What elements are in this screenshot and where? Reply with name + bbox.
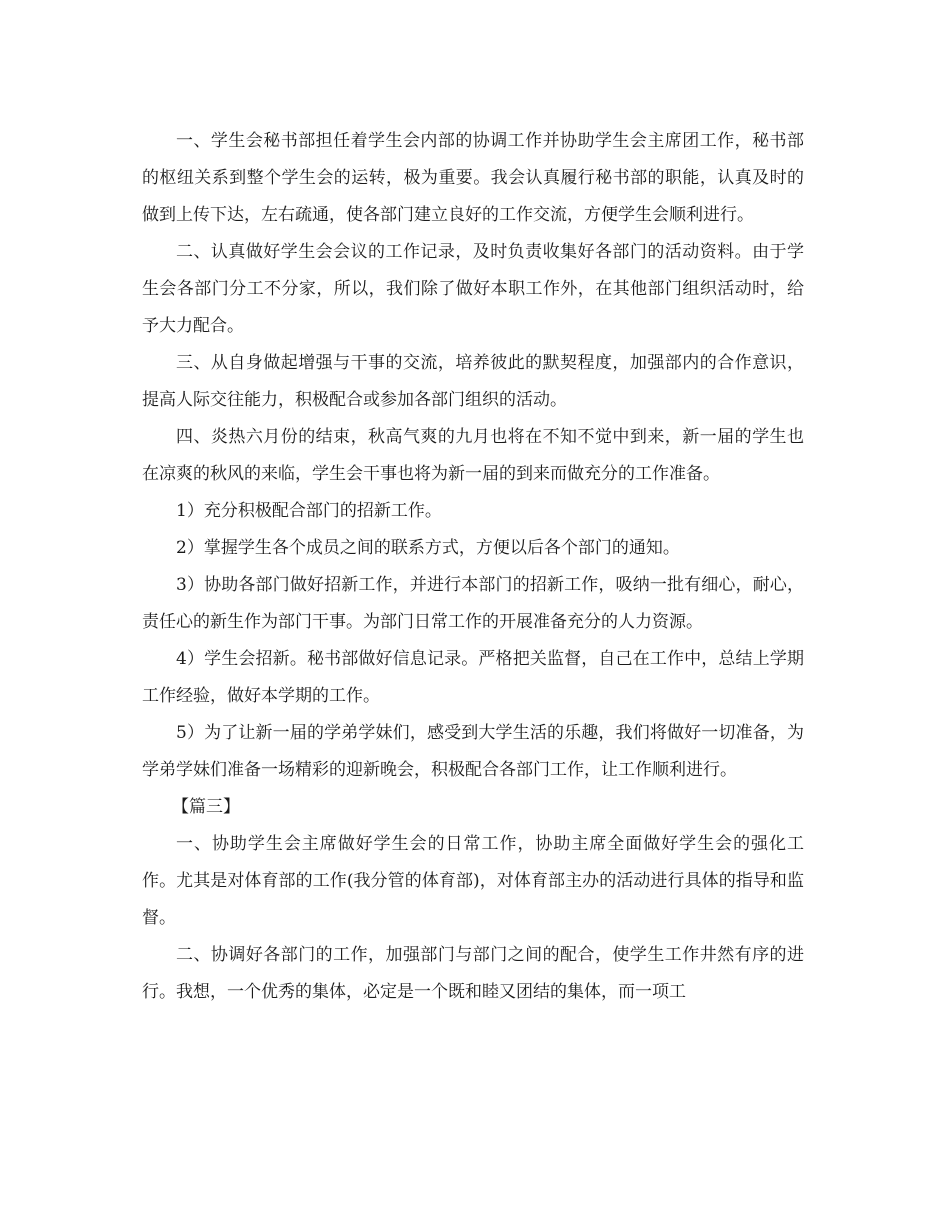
- list-item-3: 3）协助各部门做好招新工作，并进行本部门的招新工作，吸纳一批有细心，耐心，责任心的新生作为部门干事。为部门日常工作的开展准备充分的人力资源。: [142, 575, 804, 632]
- list-item-2: 2）掌握学生各个成员之间的联系方式，方便以后各个部门的通知。: [176, 538, 680, 558]
- section-paragraph-2: 二、协调好各部门的工作，加强部门与部门之间的配合，使学生工作井然有序的进行。我想，一个优秀的集体，必定是一个既和睦又团结的集体，而一项工: [142, 945, 804, 1002]
- paragraph-4: 四、炎热六月份的结束，秋高气爽的九月也将在不知不觉中到来，新一届的学生也在凉爽的秋风的来临，学生会干事也将为新一届的到来而做充分的工作准备。: [142, 427, 804, 484]
- document-body: [142, 123, 804, 1011]
- list-item-4: 4）学生会招新。秘书部做好信息记录。严格把关监督，自己在工作中，总结上学期工作经验，做好本学期的工作。: [142, 649, 804, 706]
- paragraph-2: 二、认真做好学生会会议的工作记录，及时负责收集好各部门的活动资料。由于学生会各部门分工不分家，所以，我们除了做好本职工作外，在其他部门组织活动时，给予大力配合。: [142, 242, 804, 336]
- paragraph-1: 一、学生会秘书部担任着学生会内部的协调工作并协助学生会主席团工作，秘书部的枢纽关系到整个学生会的运转，极为重要。我会认真履行秘书部的职能，认真及时的做到上传下达，左右疏通，使各部门建立良好的工作交流，方便学生会顺利进行。: [142, 131, 804, 225]
- section-paragraph-1: 一、协助学生会主席做好学生会的日常工作，协助主席全面做好学生会的强化工作。尤其是对体育部的工作(我分管的体育部)，对体育部主办的活动进行具体的指导和监督。: [142, 834, 804, 928]
- paragraph-3: 三、从自身做起增强与干事的交流，培养彼此的默契程度，加强部内的合作意识，提高人际交往能力，积极配合或参加各部门组织的活动。: [142, 353, 804, 410]
- list-item-1: 1）充分积极配合部门的招新工作。: [176, 501, 442, 521]
- list-item-5: 5）为了让新一届的学弟学妹们，感受到大学生活的乐趣，我们将做好一切准备，为学弟学妹们准备一场精彩的迎新晚会，积极配合各部门工作，让工作顺利进行。: [142, 723, 804, 780]
- section-heading: 【篇三】: [172, 797, 240, 817]
